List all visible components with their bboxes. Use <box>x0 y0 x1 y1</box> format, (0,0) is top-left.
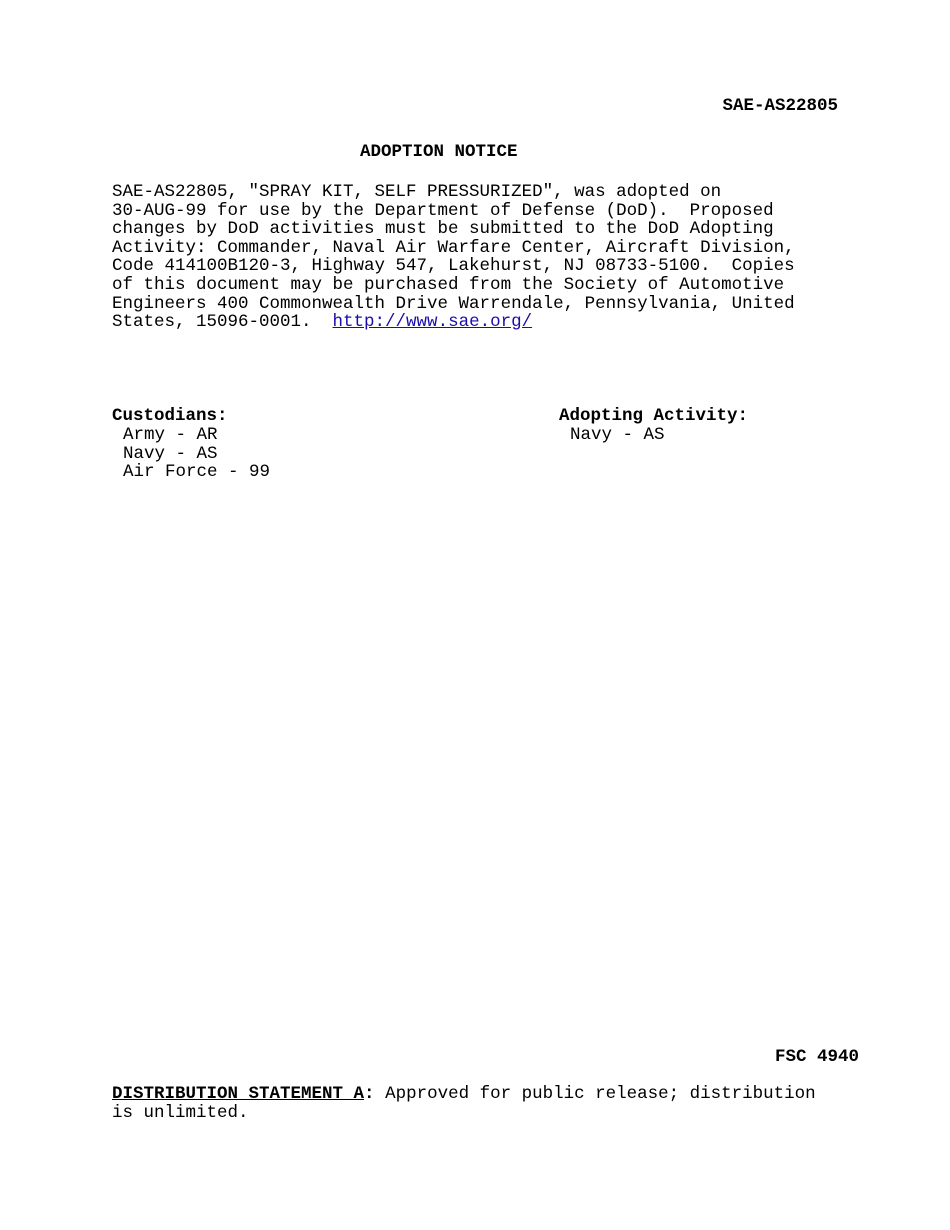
notice-body-line: Activity: Commander, Naval Air Warfare Center, Aircraft Division, <box>112 237 795 258</box>
adopting-activity-item: Navy - AS <box>570 424 665 445</box>
custodians-heading: Custodians: <box>112 406 228 426</box>
notice-body-last-text: States, 15096-0001. <box>112 312 333 333</box>
distribution-line: is unlimited. <box>112 1102 249 1123</box>
notice-body-line: 30-AUG-99 for use by the Department of Defense (DoD). Proposed <box>112 200 774 221</box>
sae-website-link[interactable]: http://www.sae.org/ <box>332 312 533 333</box>
custodians-section <box>112 407 270 482</box>
notice-body-last-line <box>112 313 852 332</box>
notice-body-line: SAE-AS22805, "SPRAY KIT, SELF PRESSURIZED", was adopted on <box>112 182 722 202</box>
distribution-statement <box>112 1085 872 1122</box>
fsc-code: FSC 4940 <box>774 1047 859 1067</box>
custodian-item: Army - AR <box>123 424 218 445</box>
document-id: SAE-AS22805 <box>722 96 838 116</box>
distribution-colon: : <box>364 1084 375 1104</box>
notice-body-line: changes by DoD activities must be submitted to the DoD Adopting <box>112 219 774 240</box>
notice-body-line: Code 414100B120-3, Highway 547, Lakehurst, NJ 08733-5100. Copies <box>112 256 795 277</box>
notice-body-line: of this document may be purchased from the Society of Automotive <box>112 274 785 295</box>
notice-body-line: Engineers 400 Commonwealth Drive Warrendale, Pennsylvania, United <box>112 293 795 314</box>
distribution-text: Approved for public release; distribution <box>374 1084 816 1104</box>
distribution-line <box>112 1085 872 1104</box>
distribution-label: DISTRIBUTION STATEMENT A <box>112 1084 365 1104</box>
adopting-activity-heading: Adopting Activity: <box>559 406 749 426</box>
notice-body <box>112 183 852 332</box>
custodian-item: Navy - AS <box>123 443 218 464</box>
adopting-activity-section <box>559 407 748 445</box>
custodian-item: Air Force - 99 <box>123 462 271 483</box>
notice-title: ADOPTION NOTICE <box>360 142 518 162</box>
